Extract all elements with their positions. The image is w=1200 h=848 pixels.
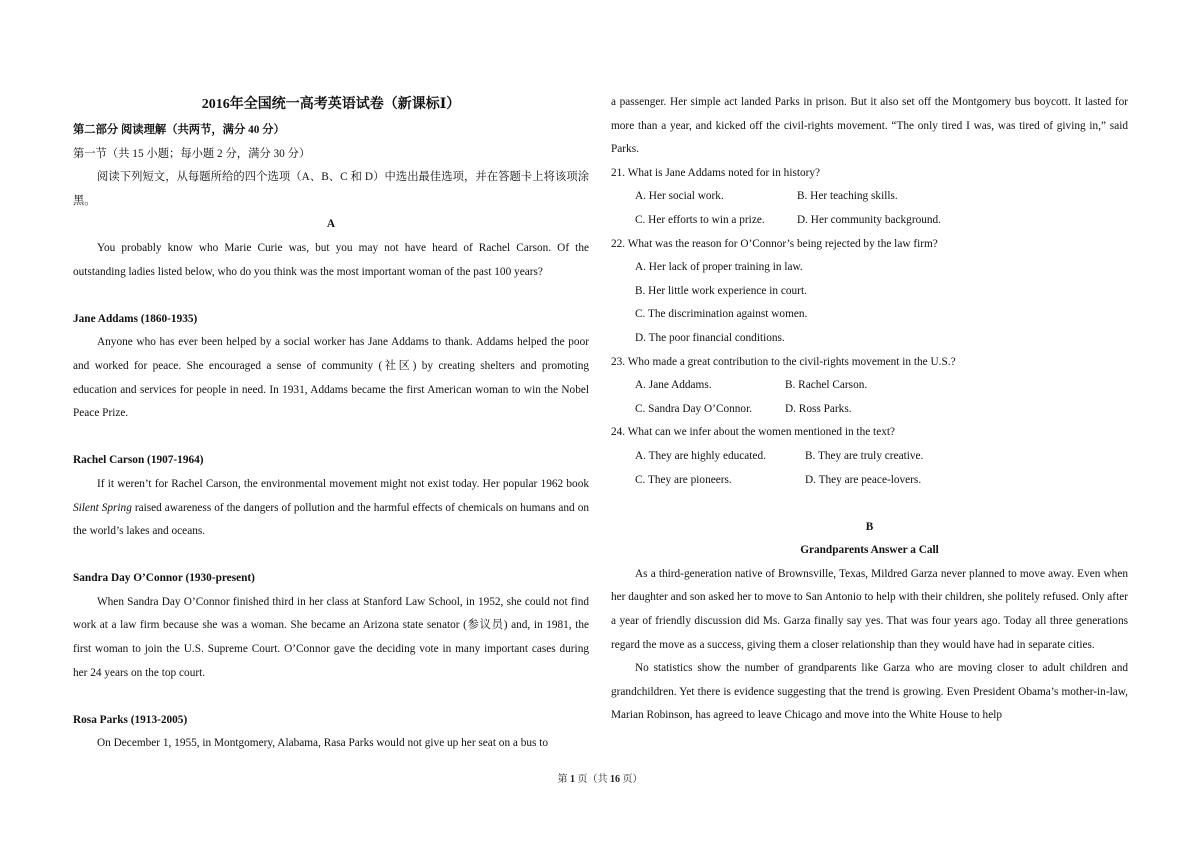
option: B. Rachel Carson.: [785, 379, 868, 392]
passage-a-continuation: a passenger. Her simple act landed Parks in prison. But it also set off the Montgomery bus boycott. It lasted for more than a year, and kicked off the civil-rights movement. “The only tired I was, was tired of giving in,” said Parks.: [611, 96, 1128, 156]
person-heading-oconnor: Sandra Day O’Connor (1930-present): [73, 572, 255, 585]
option: D. Ross Parks.: [785, 402, 852, 415]
question-23-options: [611, 374, 1128, 398]
option: A. Her social work.: [635, 190, 724, 203]
option: C. Sandra Day O’Connor.: [635, 402, 753, 415]
question-24-options: [611, 445, 1128, 469]
question-21-options: [611, 185, 1128, 209]
option: C. The discrimination against women.: [635, 308, 808, 321]
passage-b-label: B: [865, 520, 874, 533]
right-column: [611, 91, 1128, 728]
person-heading-carson: Rachel Carson (1907-1964): [73, 454, 204, 467]
option: D. The poor financial conditions.: [635, 331, 785, 344]
question-23: 23. Who made a great contribution to the civil-rights movement in the U.S.?: [611, 355, 956, 368]
person-text-parks: On December 1, 1955, in Montgomery, Alabama, Rasa Parks would not give up her seat on a bus to: [97, 737, 549, 750]
option: B. They are truly creative.: [805, 449, 924, 462]
part-heading: 第二部分 阅读理解（共两节，满分 40 分）: [73, 124, 285, 136]
option: B. Her little work experience in court.: [635, 284, 807, 297]
passage-b-title: Grandparents Answer a Call: [800, 544, 939, 557]
person-heading-parks: Rosa Parks (1913-2005): [73, 713, 188, 726]
exam-title: 2016年全国统一高考英语试卷（新课标Ⅰ）: [201, 97, 461, 112]
passage-b-paragraph-1: As a third-generation native of Brownsville, Texas, Mildred Garza never planned to move away. Even when her daughter and son asked her to move to San Antonio to help with their children, she politely refused. Only after a year of friendly discussion did Ms. Garza finally say yes. That was four years ago. Today all three generations regard the move as a success, giving them a closer relationship than they would have had in separate cities.: [611, 567, 1128, 651]
question-22: 22. What was the reason for O’Connor’s being rejected by the law firm?: [611, 237, 938, 250]
book-title: Silent Spring: [73, 501, 132, 514]
option: C. They are pioneers.: [635, 473, 732, 486]
passage-b-paragraph-2: No statistics show the number of grandparents like Garza who are moving closer to adult children and grandchildren. Yet there is evidence suggesting that the trend is growing. Even President Obama’s mother-in-law, Marian Robinson, has agreed to leave Chicago and move into the White House to help: [611, 662, 1128, 722]
section-heading: 第一节（共 15 小题；每小题 2 分，满分 30 分）: [73, 147, 311, 160]
option: D. They are peace-lovers.: [805, 473, 922, 486]
option: C. Her efforts to win a prize.: [635, 213, 765, 226]
option: B. Her teaching skills.: [797, 190, 898, 203]
instructions: 阅读下列短文，从每题所给的四个选项（A、B、C 和 D）中选出最佳选项，并在答题卡上将该项涂黑。: [73, 171, 589, 207]
option: D. Her community background.: [797, 213, 942, 226]
person-text-addams: Anyone who has ever been helped by a social worker has Jane Addams to thank. Addams helped the poor and worked for peace. She encouraged a sense of community (社区) by creating shelters and promoting education and services for people in need. In 1931, Addams became the first American woman to win the Nobel Peace Prize.: [73, 336, 589, 420]
total-pages: 16: [610, 774, 620, 785]
passage-a-intro: You probably know who Marie Curie was, but you may not have heard of Rachel Carson. Of the outstanding ladies listed below, who do you think was the most important woman of the past 100 years?: [73, 241, 589, 278]
person-text-carson: If it weren’t for Rachel Carson, the environmental movement might not exist today. Her popular 1962 book Silent Spring raised awareness of the dangers of pollution and the harmful effects of chemicals on humans and on the world’s lakes and oceans.: [73, 477, 589, 538]
current-page-number: 1: [570, 774, 575, 785]
passage-a-label: A: [326, 218, 336, 231]
option: A. Jane Addams.: [635, 379, 712, 392]
left-column: [73, 91, 589, 756]
person-text-oconnor: When Sandra Day O’Connor finished third in her class at Stanford Law School, in 1952, she could not find work at a law firm because she was a woman. She became an Arizona state senator (参议员) and, in 1981, the first woman to join the U.S. Supreme Court. O’Connor gave the deciding vote in many important cases during her 24 years on the top court.: [73, 595, 589, 679]
person-heading-addams: Jane Addams (1860-1935): [73, 312, 198, 325]
question-21: 21. What is Jane Addams noted for in history?: [611, 166, 821, 179]
page-number-footer: 第 1 页（共 16 页）: [557, 774, 643, 785]
question-24: 24. What can we infer about the women mentioned in the text?: [611, 426, 896, 439]
option: A. They are highly educated.: [635, 449, 766, 462]
option: A. Her lack of proper training in law.: [635, 261, 803, 274]
